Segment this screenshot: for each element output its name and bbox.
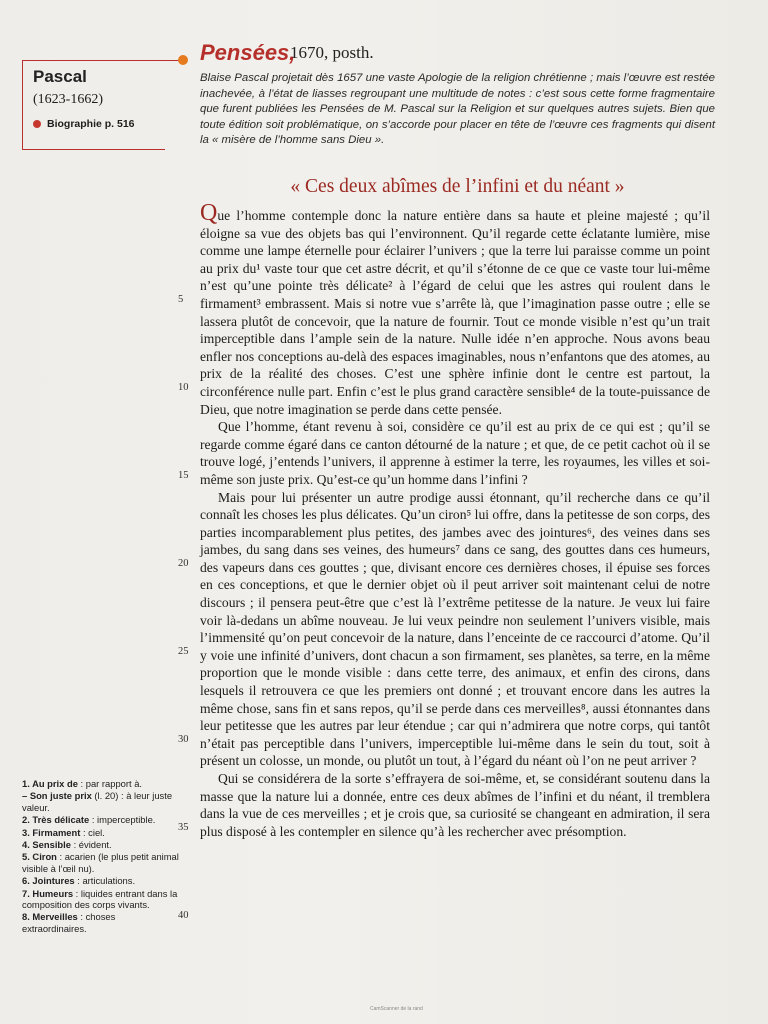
line-number: 10 (178, 382, 189, 393)
footer-credit: CamScanner de la rand (370, 1006, 423, 1012)
paragraph: Que l’homme, étant revenu à soi, considère ce qu’il est au prix de ce qui est ; qu’il se regarde comme égaré dans ce canton détourné de la nature ; et que, de ce petit cachot où il se trouve logé, j’entends l’univers, il apprenne à estimer la terre, les royaumes, les villes et soi-même son juste prix. Qu’est-ce qu’un homme dans l’infini ? (200, 419, 710, 487)
main-text (200, 200, 710, 840)
footnote: 1. Au prix de : par rapport à. (22, 778, 143, 789)
line-number: 5 (178, 294, 184, 305)
biography-link-label: Biographie p. 516 (47, 118, 135, 130)
line-number: 40 (178, 910, 189, 921)
footnote: 4. Sensible : évident. (22, 839, 112, 851)
footnote: 6. Jointures : articulations. (22, 875, 136, 887)
line-number: 35 (178, 822, 189, 833)
footnote: 2. Très délicate : imperceptible. (22, 814, 156, 826)
footnote: – Son juste prix (l. 20) : à leur juste valeur. (22, 790, 173, 813)
line-number: 25 (178, 646, 189, 657)
footnote: 7. Humeurs : liquides entrant dans la composition des corps vivants. (22, 887, 178, 911)
drop-cap: Q (200, 200, 218, 226)
author-dates: (1623-1662) (33, 92, 103, 107)
paragraph: Qui se considérera de la sorte s’effrayera de soi-même, et, se considérant soutenu dans la masse que la nature lui a donnée, entre ces deux abîmes de l’infini et du néant, il tremblera dans la vue de ces merveilles ; et je crois que, sa curiosité se changeant en admiration, il sera plus disposé à les contempler en silence qu’à les rechercher avec présomption. (200, 771, 710, 839)
line-number: 20 (178, 558, 189, 569)
footnote: 3. Firmament : ciel. (22, 826, 105, 838)
work-date: 1670, posth. (290, 43, 374, 62)
author-name: Pascal (33, 67, 87, 86)
connector-dot-icon (178, 55, 188, 65)
work-title: Pensées, (200, 40, 296, 65)
footnote: 8. Merveilles : choses extraordinaires. (22, 911, 116, 934)
paragraph (200, 200, 710, 418)
footnote: 5. Ciron : acarien (le plus petit animal visible à l’œil nu). (22, 851, 179, 874)
line-number: 15 (178, 470, 189, 481)
paragraph-text: ue l’homme contemple donc la nature entière dans sa haute et pleine majesté ; qu’il éloigne sa vue des objets bas qui l’environnent. Qu’il regarde cette éclatante lumière, mise comme une lampe éternelle pour éclairer l’univers ; que la terre lui paraisse comme un point au prix du¹ vaste tour que cet astre décrit, et qu’il s’étonne de ce que ce vaste tour lui-même n’est qu’une pointe très délicate² à l’égard de celui que les astres qui roulent dans le firmament³ embrassent. Mais si notre vue s’arrête là, que l’imagination passe outre ; elle se lassera plutôt de concevoir, que la nature de fournir. Tout ce monde visible n’est qu’un trait imperceptible dans l’ample sein de la nature. Nulle idée n’en approche. Nous avons beau enfler nos conceptions au-delà des espaces imaginables, nous n’enfantons que des atomes, au prix de la réalité des choses. C’est une sphère infinie dont le centre est partout, la circonférence nulle part. Enfin c’est le plus grand caractère sensible⁴ de la toute-puissance de Dieu, que notre imagination se perde dans cette pensée. (200, 208, 710, 417)
intro-text: Blaise Pascal projetait dès 1657 une vaste Apologie de la religion chrétienne ; mais l’œuvre est restée inachevée, à l’état de liasses regroupant une multitude de notes : c’est sous cette forme fragmentaire que furent publiées les Pensées de M. Pascal sur la Religion et sur quelques autres sujets. Bien que toute édition soit problématique, on s’accorde pour placer en tête de l’œuvre ces fragments qui disent la « misère de l’homme sans Dieu ». (200, 72, 715, 147)
author-box (22, 60, 165, 150)
paragraph: Mais pour lui présenter un autre prodige aussi étonnant, qu’il recherche dans ce qu’il connaît les choses les plus délicates. Qu’un ciron⁵ lui offre, dans la petitesse de son corps, des parties incomparablement plus petites, des jambes avec des jointures⁶, des veines dans ses jambes, du sang dans ses veines, des humeurs⁷ dans ce sang, des gouttes dans ces humeurs, des vapeurs dans ces gouttes ; que, divisant encore ces dernières choses, il épuise ses forces en ces conceptions, et que le dernier objet où il peut arriver soit maintenant celui de notre discours ; il pensera peut-être que c’est là l’extrême petitesse de la nature. Je veux lui faire voir là-dedans un abîme nouveau. Je lui veux peindre non seulement l’univers visible, mais l’immensité qu’on peut concevoir de la nature, dans l’enceinte de ce raccourci d’atome. Qu’il y voie une infinité d’univers, dont chacun a son firmament, ses planètes, sa terre, en la même proportion que le monde visible : dans cette terre, des animaux, et enfin des cirons, dans lesquels il retrouvera ce que les premiers ont donné ; et trouvant encore dans les autres la même chose, sans fin et sans repos, qu’il se perde dans ces merveilles⁸, aussi étonnantes dans leur petitesse que les autres par leur étendue ; car qui n’admirera que notre corps, qui tantôt n’était pas perceptible dans l’univers, imperceptible lui-même dans le sein du tout, soit à présent un colosse, un monde, ou plutôt un tout, à l’égard du néant où l’on ne peut arriver ? (200, 489, 710, 769)
biography-link[interactable] (33, 118, 135, 130)
section-title: « Ces deux abîmes de l’infini et du néant » (290, 176, 625, 197)
footnotes (22, 778, 182, 935)
line-number: 30 (178, 734, 189, 745)
bullet-dot-icon (33, 120, 41, 128)
